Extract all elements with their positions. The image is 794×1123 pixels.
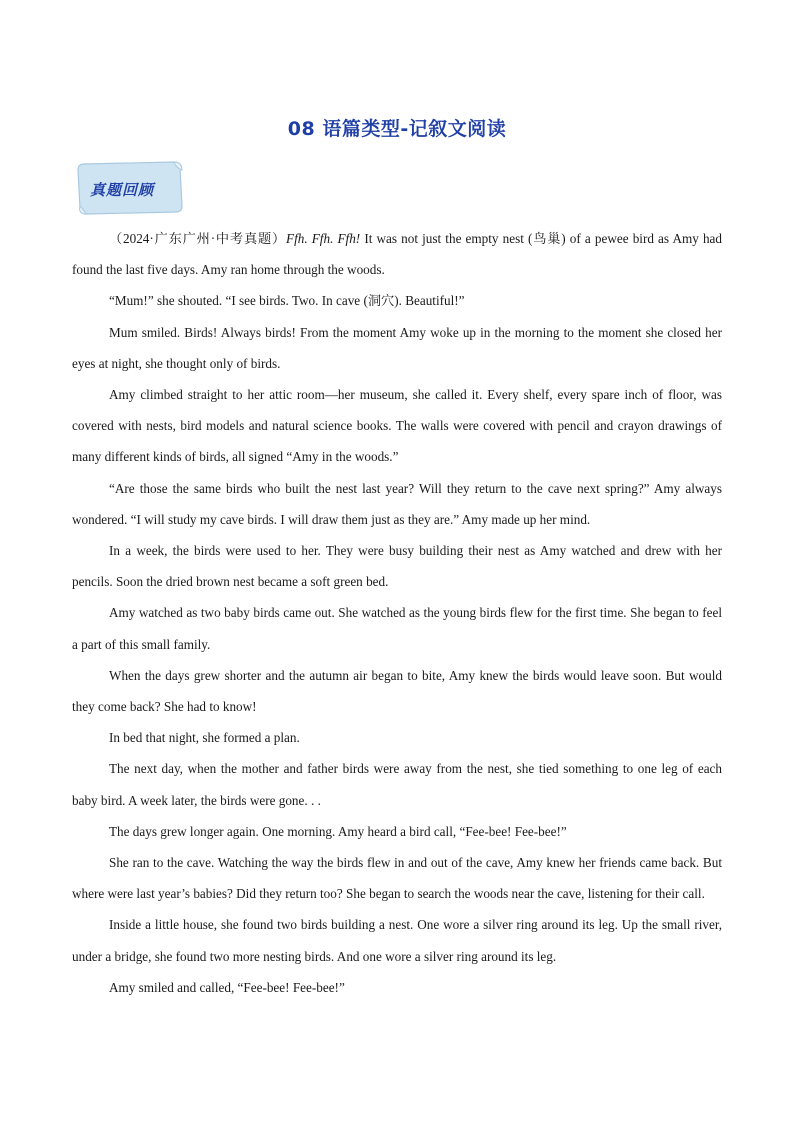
paragraph: In a week, the birds were used to her. They were busy building their nest as Amy watched and drew with her pencils. Soon the dried brown nest became a soft green bed. bbox=[72, 543, 722, 590]
paragraph: Amy climbed straight to her attic room—her museum, she called it. Every shelf, every spare inch of floor, was covered with nests, bird models and natural science books. The walls were covered with pencil and crayon drawings of many different kinds of birds, all signed “Amy in the woods.” bbox=[72, 387, 722, 465]
paragraph: Mum smiled. Birds! Always birds! From the moment Amy woke up in the morning to the moment she closed her eyes at night, she thought only of birds. bbox=[72, 324, 722, 371]
source-citation: （2024·广东广州·中考真题） bbox=[109, 231, 287, 246]
paragraph: She ran to the cave. Watching the way the birds flew in and out of the cave, Amy knew her friends came back. But where were last year’s babies? Did they return too? She began to search the woods near the cave, listening for their call. bbox=[72, 855, 722, 902]
section-tag-label: 真题回顾 bbox=[90, 181, 155, 199]
paragraph: Amy watched as two baby birds came out. She watched as the young birds flew for the first time. She began to feel a part of this small family. bbox=[72, 605, 722, 652]
paragraph: The days grew longer again. One morning. Amy heard a bird call, “Fee-bee! Fee-bee!” bbox=[109, 823, 567, 839]
section-tag bbox=[76, 160, 180, 212]
paragraph: When the days grew shorter and the autumn air began to bite, Amy knew the birds would leave soon. But would they come back? She had to know! bbox=[72, 667, 722, 715]
paragraph: The next day, when the mother and father birds were away from the nest, she tied something to one leg of each baby bird. A week later, the birds were gone. . . bbox=[72, 761, 722, 808]
paragraph: In bed that night, she formed a plan. bbox=[109, 730, 300, 746]
paragraph: Inside a little house, she found two birds building a nest. One wore a silver ring around its leg. Up the small river, under a bridge, she found two more nesting birds. And one wore a silver ring around its leg. bbox=[72, 917, 722, 964]
onomatopoeia: Ffh. Ffh. Ffh! bbox=[286, 231, 361, 246]
paragraph: “Are those the same birds who built the nest last year? Will they return to the cave next spring?” Amy always wondered. “I will study my cave birds. I will draw them just as they are.” Amy made up her mind. bbox=[72, 480, 722, 527]
intro-text: It was not just the empty nest (鸟巢) of a pewee bird as Amy had found the last five days. Amy ran home through the woods. bbox=[72, 231, 722, 278]
passage-intro bbox=[72, 223, 722, 285]
page-title: 08 语篇类型-记叙文阅读 bbox=[287, 118, 507, 140]
paragraph: Amy smiled and called, “Fee-bee! Fee-bee!” bbox=[109, 979, 345, 995]
reading-passage bbox=[72, 223, 722, 1003]
paragraph: “Mum!” she shouted. “I see birds. Two. In cave (洞穴). Beautiful!” bbox=[109, 293, 465, 309]
